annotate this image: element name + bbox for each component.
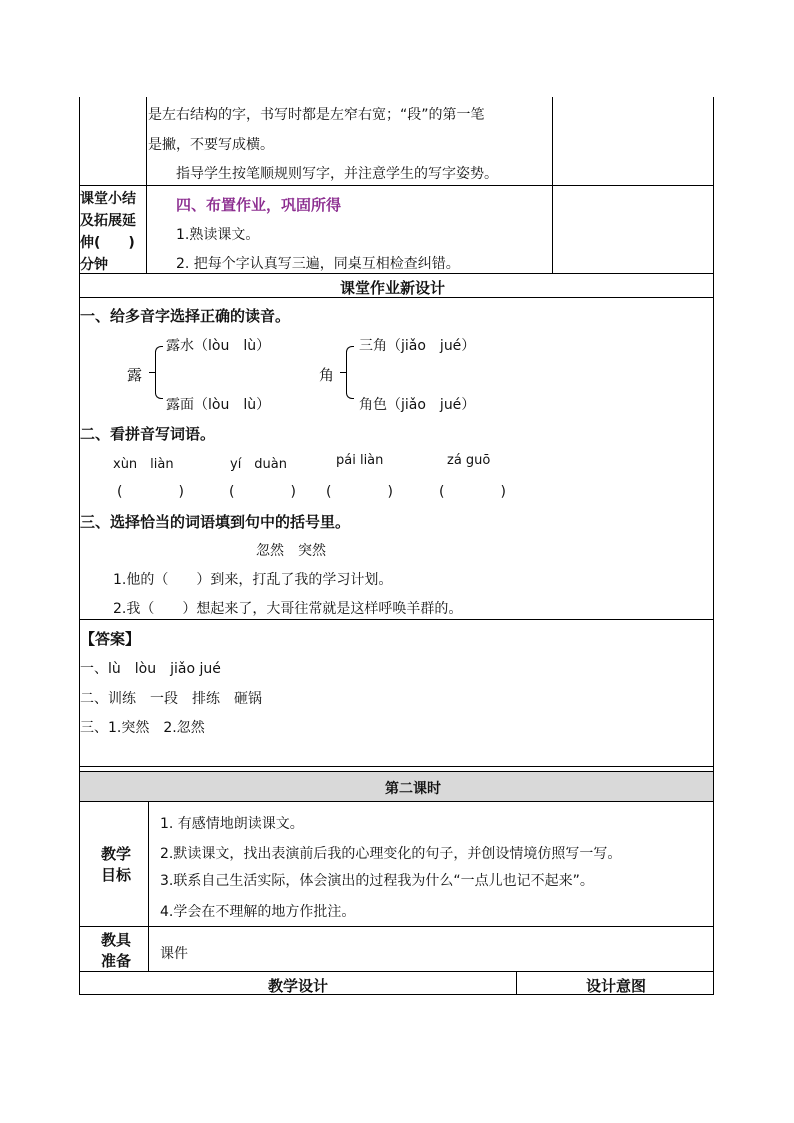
goal-3: 3.联系自己生活实际，体会演出的过程我为什么“一点儿也记不起来”。 — [160, 873, 594, 889]
top-text-line3: 指导学生按笔顺规则写字，并注意学生的写字姿势。 — [176, 166, 498, 182]
row-line — [79, 619, 714, 620]
summary-label-1: 课堂小结 — [80, 191, 136, 207]
answers-title: 【答案】 — [80, 630, 141, 648]
row-line — [79, 971, 714, 972]
brace-b-tip — [340, 372, 346, 373]
top-text-line2: 是撇，不要写成横。 — [148, 137, 274, 153]
q1-char-b: 角 — [319, 366, 335, 384]
answer-2: 二、训练 一段 排练 砸锅 — [80, 691, 262, 707]
answer-1: 一、lù lòu jiǎo jué — [80, 661, 221, 677]
tools-value: 课件 — [160, 946, 188, 962]
goals-label-2: 目标 — [101, 866, 132, 884]
q1-b1: 三角（jiǎo jué） — [359, 338, 476, 354]
goal-4: 4.学会在不理解的地方作批注。 — [160, 904, 356, 920]
row-line — [79, 273, 714, 274]
q3-sentence-2: 2.我（ ）想起来了，大哥往常就是这样呼唤羊群的。 — [113, 601, 463, 617]
intent-header: 设计意图 — [586, 977, 647, 995]
q1-heading: 一、给多音字选择正确的读音。 — [80, 307, 291, 325]
top-text-line1: 是左右结构的字，书写时都是左窄右宽；“段”的第一笔 — [148, 107, 485, 123]
col-divider-l2 — [148, 801, 149, 971]
row-line — [79, 766, 714, 767]
row-line — [79, 771, 714, 772]
blank-1: ( ) — [117, 484, 184, 500]
row-line — [79, 801, 714, 802]
col-divider-design — [516, 971, 517, 994]
summary-label-3: 伸( ) — [80, 235, 135, 251]
pinyin-1: xùn liàn — [113, 457, 174, 472]
row-line — [79, 926, 714, 927]
brace-a-top — [155, 346, 163, 373]
goals-label-1: 教学 — [101, 845, 132, 863]
q1-a2: 露面（lòu lù） — [166, 397, 271, 413]
border-right — [713, 97, 714, 994]
brace-b-top — [346, 346, 354, 373]
q2-heading: 二、看拼音写词语。 — [80, 425, 216, 443]
summary-item-2: 2. 把每个字认真写三遍，同桌互相检查纠错。 — [176, 256, 460, 272]
pinyin-2: yí duàn — [230, 457, 288, 472]
brace-b-bottom — [346, 372, 354, 399]
blank-4: ( ) — [439, 484, 506, 500]
goal-1: 1. 有感情地朗读课文。 — [160, 816, 304, 832]
q3-heading: 三、选择恰当的词语填到句中的括号里。 — [80, 513, 351, 531]
brace-a-bottom — [155, 372, 163, 399]
tools-label-2: 准备 — [101, 952, 132, 970]
summary-label-2: 及拓展延 — [80, 213, 136, 229]
answer-3: 三、1.突然 2.忽然 — [80, 720, 205, 736]
row-line — [79, 185, 714, 186]
homework-title: 课堂作业新设计 — [340, 279, 446, 297]
q1-char-a: 露 — [127, 366, 143, 384]
tools-label-1: 教具 — [101, 931, 132, 949]
pinyin-4: zá guō — [447, 453, 491, 468]
blank-2: ( ) — [229, 484, 296, 500]
brace-a-tip — [149, 372, 155, 373]
blank-3: ( ) — [326, 484, 393, 500]
lesson2-title: 第二课时 — [385, 781, 441, 797]
summary-item-1: 1.熟读课文。 — [176, 227, 260, 243]
q1-b2: 角色（jiǎo jué） — [359, 397, 476, 413]
q3-words: 忽然 突然 — [256, 543, 326, 559]
summary-heading: 四、布置作业，巩固所得 — [176, 196, 342, 214]
q3-sentence-1: 1.他的（ ）到来，打乱了我的学习计划。 — [113, 572, 393, 588]
design-header: 教学设计 — [268, 977, 329, 995]
pinyin-3: pái liàn — [336, 453, 384, 468]
goal-2: 2.默读课文，找出表演前后我的心理变化的句子，并创设情境仿照写一写。 — [160, 846, 622, 862]
summary-label-4: 分钟 — [80, 257, 108, 273]
q1-a1: 露水（lòu lù） — [166, 338, 271, 354]
